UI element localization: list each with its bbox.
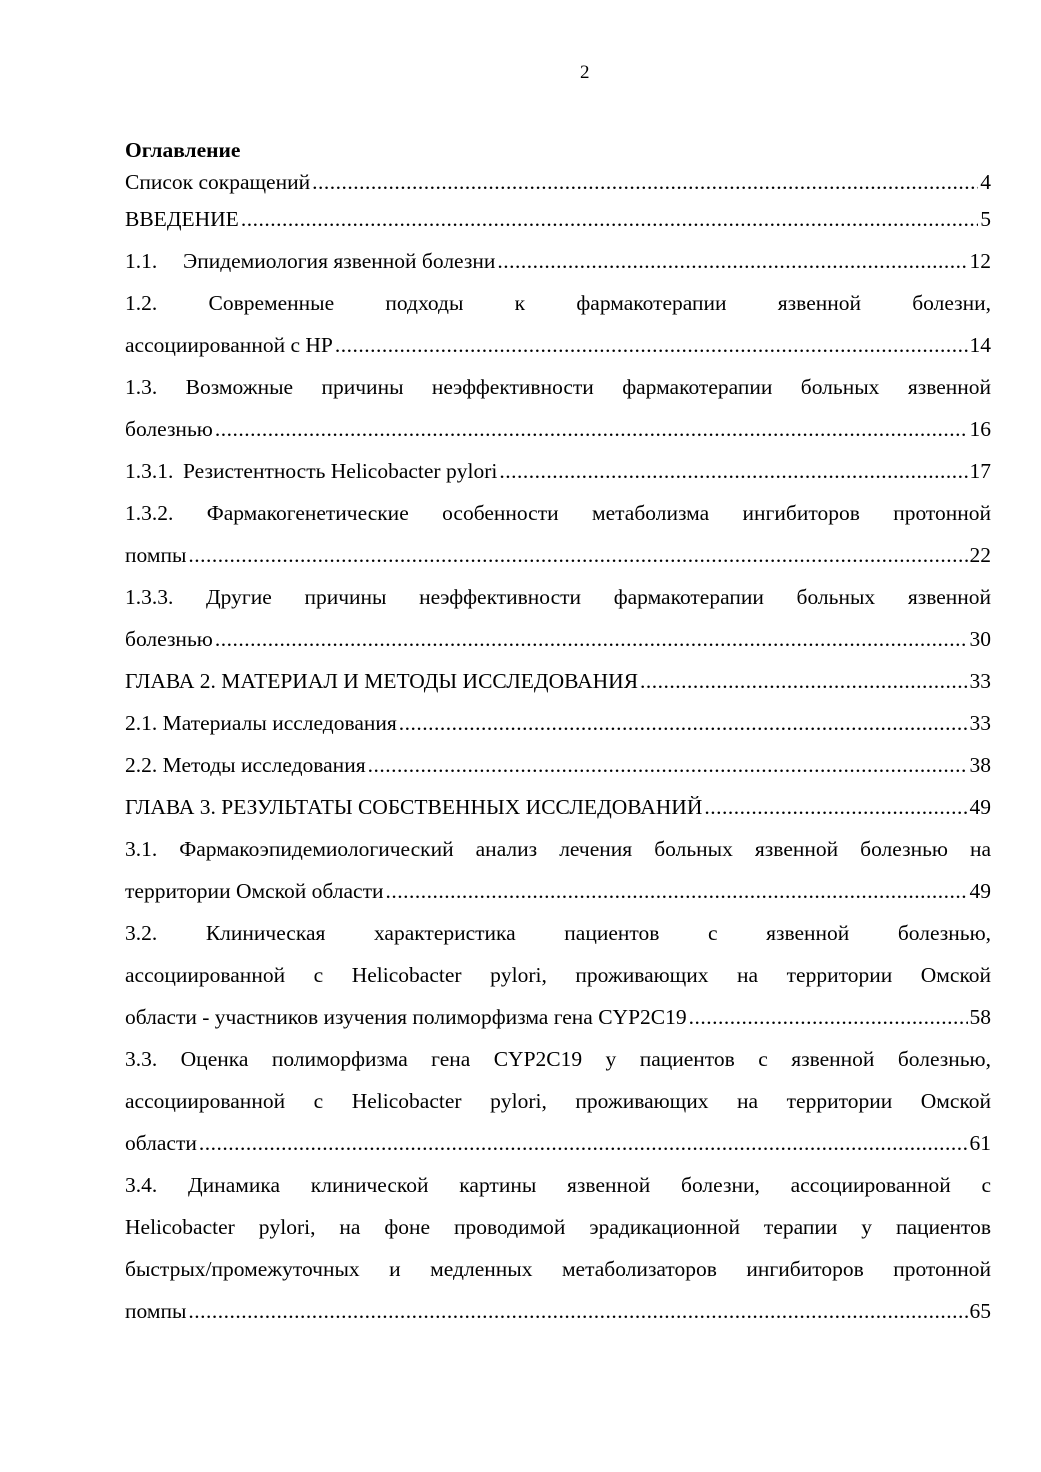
toc-dot-leader bbox=[312, 166, 978, 198]
toc-word: 3.4. bbox=[125, 1173, 158, 1197]
toc-entry-title bbox=[125, 324, 333, 366]
toc-entry[interactable] bbox=[125, 534, 991, 576]
toc-entry-text: области - участников изучения полиморфизма гена CYP2C19 bbox=[125, 1005, 687, 1029]
toc-entry-title bbox=[125, 166, 310, 198]
toc-word: у bbox=[861, 1215, 873, 1239]
toc-entry-text: ГЛАВА 2. МАТЕРИАЛ И МЕТОДЫ ИССЛЕДОВАНИЯ bbox=[125, 669, 639, 693]
toc-dot-leader bbox=[368, 744, 968, 786]
toc-page-number: 17 bbox=[969, 459, 991, 483]
toc-word: болезни, bbox=[681, 1173, 760, 1197]
toc-entry-text: ГЛАВА 3. РЕЗУЛЬТАТЫ СОБСТВЕННЫХ ИССЛЕДОВАНИЙ bbox=[125, 795, 703, 819]
toc-word: ингибиторов bbox=[742, 501, 860, 525]
toc-word: Возможные bbox=[185, 375, 294, 399]
toc-word: 3.1. bbox=[125, 837, 158, 861]
toc-entry[interactable] bbox=[125, 1122, 991, 1164]
toc-entry[interactable] bbox=[125, 450, 991, 492]
toc-entry-text: Резистентность Helicobacter pylori bbox=[183, 459, 498, 483]
toc-word: язвенной bbox=[766, 921, 850, 945]
toc-entry-title bbox=[125, 534, 186, 576]
toc-page-number: 33 bbox=[969, 669, 991, 693]
toc-entry-wrapped-line bbox=[125, 954, 991, 996]
toc-entry-wrapped-line bbox=[125, 828, 991, 870]
toc-entry-title bbox=[125, 198, 239, 240]
toc-word: на bbox=[737, 1089, 759, 1113]
toc-entry-text: Эпидемиология язвенной болезни bbox=[183, 249, 496, 273]
toc-word: пациентов bbox=[895, 1215, 991, 1239]
toc-entry-wrapped-line bbox=[125, 1206, 991, 1248]
toc-entry[interactable] bbox=[125, 702, 991, 744]
toc-word: особенности bbox=[442, 501, 559, 525]
toc-word: территории bbox=[786, 963, 893, 987]
toc-word: болезнью, bbox=[897, 1047, 991, 1071]
toc-word: больных bbox=[800, 375, 880, 399]
toc-entry-wrapped-line bbox=[125, 1038, 991, 1080]
toc-entry-title bbox=[125, 786, 702, 828]
toc-entry-title bbox=[125, 744, 366, 786]
toc-word: Оценка bbox=[180, 1047, 249, 1071]
toc-page-number: 33 bbox=[969, 711, 991, 735]
toc-word: с bbox=[313, 1089, 324, 1113]
toc-word: Омской bbox=[920, 963, 991, 987]
toc-entry-text: 2.2. Методы исследования bbox=[125, 753, 366, 777]
toc-word: причины bbox=[321, 375, 404, 399]
toc-entry-text: помпы bbox=[125, 1299, 187, 1323]
toc-word: больных bbox=[654, 837, 733, 861]
toc-entry-wrapped-line bbox=[125, 1248, 991, 1290]
toc-entry-wrapped-line bbox=[125, 912, 991, 954]
toc-page-number: 22 bbox=[969, 543, 991, 567]
toc-dot-leader bbox=[499, 450, 967, 492]
toc-entry-title bbox=[125, 1290, 186, 1332]
toc-word: причины bbox=[304, 585, 387, 609]
toc-entry-title bbox=[125, 870, 383, 912]
toc-word: картины bbox=[459, 1173, 537, 1197]
toc-word: 1.2. bbox=[125, 291, 158, 315]
toc-word: неэффективности bbox=[419, 585, 582, 609]
toc-entry-title bbox=[125, 996, 687, 1038]
toc-word: pylori, bbox=[258, 1215, 316, 1239]
toc-word: у bbox=[605, 1047, 617, 1071]
toc-word: и bbox=[389, 1257, 401, 1281]
toc-word: Helicobacter bbox=[125, 1215, 235, 1239]
toc-entry-wrapped-line bbox=[125, 1080, 991, 1122]
toc-entry[interactable] bbox=[125, 324, 991, 366]
toc-word: лечения bbox=[559, 837, 633, 861]
toc-entry-wrapped-line bbox=[125, 366, 991, 408]
page-number-text: 2 bbox=[580, 62, 590, 83]
toc-dot-leader bbox=[689, 996, 968, 1038]
toc-word: территории bbox=[786, 1089, 893, 1113]
toc-word: клинической bbox=[310, 1173, 429, 1197]
toc-entry[interactable] bbox=[125, 786, 991, 828]
toc-entry-text: 2.1. Материалы исследования bbox=[125, 711, 397, 735]
toc-entry-title bbox=[125, 660, 638, 702]
toc-word: протонной bbox=[893, 501, 991, 525]
toc-dot-leader bbox=[215, 618, 968, 660]
toc-word: эрадикационной bbox=[589, 1215, 741, 1239]
toc-entry[interactable] bbox=[125, 408, 991, 450]
toc-entry-number: 1.1. bbox=[125, 249, 158, 273]
toc-dot-leader bbox=[497, 240, 967, 282]
toc-entry-wrapped-line bbox=[125, 1164, 991, 1206]
toc-dot-leader bbox=[215, 408, 968, 450]
toc-word: pylori, bbox=[490, 1089, 547, 1113]
toc-page-number: 38 bbox=[969, 753, 991, 777]
toc-dot-leader bbox=[385, 870, 967, 912]
toc-word: больных bbox=[796, 585, 876, 609]
toc-word: CYP2C19 bbox=[493, 1047, 583, 1071]
toc-entry-wrapped-line bbox=[125, 282, 991, 324]
toc-title: Оглавление bbox=[125, 138, 241, 162]
toc-word: ассоциированной bbox=[125, 963, 286, 987]
toc-word: 3.2. bbox=[125, 921, 158, 945]
toc-entry-title bbox=[125, 702, 397, 744]
toc-page-number: 14 bbox=[969, 333, 991, 357]
toc-word: на bbox=[339, 1215, 361, 1239]
toc-entry-text: Список сокращений bbox=[125, 170, 311, 194]
toc-entry-number: 1.3.1. bbox=[125, 459, 174, 483]
toc-word: 1.3.2. Фармакогенетические bbox=[125, 501, 409, 525]
toc-word: к bbox=[514, 291, 526, 315]
toc-page-number: 4 bbox=[980, 170, 991, 194]
toc-word: язвенной bbox=[777, 291, 861, 315]
toc-word: 3.3. bbox=[125, 1047, 158, 1071]
toc-word: фармакотерапии bbox=[613, 585, 764, 609]
toc-page-number: 30 bbox=[969, 627, 991, 651]
toc-entry-wrapped-line bbox=[125, 492, 991, 534]
toc-word: ассоциированной bbox=[790, 1173, 951, 1197]
toc-entry-text: болезнью bbox=[125, 417, 213, 441]
toc-word: Омской bbox=[920, 1089, 991, 1113]
toc-word: на bbox=[737, 963, 759, 987]
toc-page-number: 5 bbox=[980, 207, 991, 231]
toc-word: ассоциированной bbox=[125, 1089, 286, 1113]
toc-word: метаболизма bbox=[592, 501, 710, 525]
toc-entry-text: болезнью bbox=[125, 627, 213, 651]
toc-entry[interactable] bbox=[125, 870, 991, 912]
toc-word: фоне bbox=[384, 1215, 431, 1239]
toc-word: с bbox=[313, 963, 324, 987]
toc-word: терапии bbox=[763, 1215, 838, 1239]
toc-word: Динамика bbox=[188, 1173, 281, 1197]
toc-dot-leader bbox=[399, 702, 968, 744]
toc-word: с bbox=[758, 1047, 768, 1071]
toc-word: полиморфизма bbox=[271, 1047, 408, 1071]
toc-page-number: 49 bbox=[969, 795, 991, 819]
toc-entry-title bbox=[125, 408, 213, 450]
toc-entry[interactable] bbox=[125, 198, 991, 240]
toc-dot-leader bbox=[199, 1122, 968, 1164]
toc-word: Фармакоэпидемиологический bbox=[179, 837, 454, 861]
toc-dot-leader bbox=[188, 534, 967, 576]
toc-word: быстрых/промежуточных bbox=[125, 1257, 360, 1281]
toc-word: болезнью bbox=[860, 837, 948, 861]
toc-entry-text: территории Омской области bbox=[125, 879, 384, 903]
toc-word: с bbox=[981, 1173, 991, 1197]
toc-word: Helicobacter bbox=[351, 963, 462, 987]
toc-dot-leader bbox=[704, 786, 967, 828]
toc-word: метаболизаторов bbox=[561, 1257, 717, 1281]
toc-word: проводимой bbox=[453, 1215, 566, 1239]
toc-word: язвенной bbox=[907, 585, 991, 609]
toc-page-number: 61 bbox=[969, 1131, 991, 1155]
toc-word: протонной bbox=[893, 1257, 991, 1281]
toc-word: ингибиторов bbox=[746, 1257, 864, 1281]
toc-entry-title bbox=[125, 450, 497, 492]
toc-word: 1.3.3. Другие bbox=[125, 585, 272, 609]
toc-page-number: 58 bbox=[969, 1005, 991, 1029]
toc-word: язвенной bbox=[567, 1173, 651, 1197]
toc-word: подходы bbox=[385, 291, 464, 315]
toc-word: на bbox=[970, 837, 991, 861]
toc-entry-text: помпы bbox=[125, 543, 187, 567]
toc-word: язвенной bbox=[754, 837, 839, 861]
toc-entry-title bbox=[125, 618, 213, 660]
toc-dot-leader bbox=[335, 324, 968, 366]
toc-word: болезни, bbox=[912, 291, 991, 315]
toc-word: болезнью, bbox=[897, 921, 991, 945]
toc-word: Современные bbox=[208, 291, 335, 315]
toc-word: Helicobacter bbox=[351, 1089, 462, 1113]
toc-entry-wrapped-line bbox=[125, 576, 991, 618]
toc-word: 1.3. bbox=[125, 375, 158, 399]
toc-word: фармакотерапии bbox=[576, 291, 727, 315]
toc-word: pylori, bbox=[490, 963, 547, 987]
toc-word: пациентов bbox=[639, 1047, 735, 1071]
toc-page-number: 49 bbox=[969, 879, 991, 903]
toc-dot-leader bbox=[640, 660, 967, 702]
toc-page-number: 12 bbox=[969, 249, 991, 273]
toc-entry[interactable] bbox=[125, 1290, 991, 1332]
toc-entry-title bbox=[125, 240, 495, 282]
toc-word: с bbox=[707, 921, 718, 945]
toc-page-number: 65 bbox=[969, 1299, 991, 1323]
table-of-contents bbox=[125, 134, 991, 1332]
toc-dot-leader bbox=[241, 198, 978, 240]
toc-entry[interactable] bbox=[125, 240, 991, 282]
toc-entry[interactable] bbox=[125, 660, 991, 702]
toc-word: пациентов bbox=[564, 921, 660, 945]
toc-entry-text: ассоциированной с НР bbox=[125, 333, 333, 357]
toc-word: Клиническая bbox=[205, 921, 326, 945]
toc-word: гена bbox=[431, 1047, 471, 1071]
toc-word: проживающих bbox=[575, 1089, 709, 1113]
toc-entry[interactable] bbox=[125, 166, 991, 198]
toc-word: язвенной bbox=[907, 375, 991, 399]
toc-word: фармакотерапии bbox=[622, 375, 773, 399]
toc-entry[interactable] bbox=[125, 996, 991, 1038]
toc-entry[interactable] bbox=[125, 744, 991, 786]
toc-word: неэффективности bbox=[431, 375, 594, 399]
toc-entry-text: области bbox=[125, 1131, 197, 1155]
toc-word: анализ bbox=[475, 837, 538, 861]
toc-entry[interactable] bbox=[125, 618, 991, 660]
toc-dot-leader bbox=[188, 1290, 967, 1332]
toc-word: проживающих bbox=[575, 963, 709, 987]
toc-word: медленных bbox=[430, 1257, 533, 1281]
toc-entry-text: ВВЕДЕНИЕ bbox=[125, 207, 239, 231]
toc-word: характеристика bbox=[373, 921, 516, 945]
toc-entry-title bbox=[125, 1122, 197, 1164]
toc-word: язвенной bbox=[791, 1047, 875, 1071]
toc-page-number: 16 bbox=[969, 417, 991, 441]
